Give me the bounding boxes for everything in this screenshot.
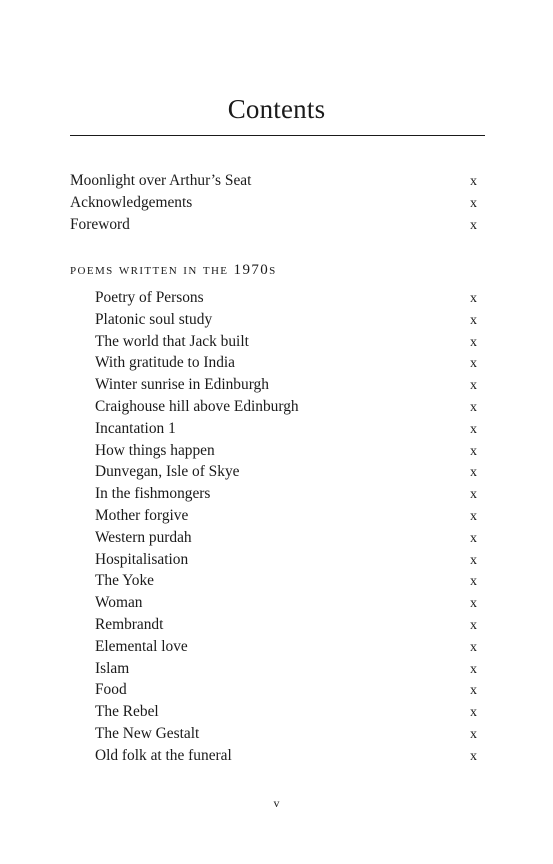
toc-entry-title: How things happen <box>95 441 215 459</box>
toc-entry-title: Islam <box>95 659 130 677</box>
toc-entry-title: Winter sunrise in Edinburgh <box>95 376 269 394</box>
toc-entry-title: With gratitude to India <box>95 354 235 372</box>
toc-entry-title: Dunvegan, Isle of Skye <box>95 463 240 481</box>
toc-entry-title: Platonic soul study <box>95 310 213 328</box>
toc-entry <box>70 418 485 440</box>
poem-list <box>70 287 485 767</box>
toc-entry <box>70 505 485 527</box>
toc-entry <box>70 614 485 636</box>
toc-entry <box>70 745 485 767</box>
toc-entry-page: x <box>470 574 477 590</box>
toc-entry <box>70 331 485 353</box>
toc-entry-page: x <box>470 465 477 481</box>
section-heading: poems written in the 1970s <box>70 262 277 278</box>
toc-entry-page: x <box>470 291 477 306</box>
toc-entry-page: x <box>470 174 477 189</box>
toc-entry <box>70 170 485 192</box>
toc-entry-page: x <box>470 508 477 524</box>
toc-entry-title: Hospitalisation <box>95 550 189 568</box>
toc-entry-page: x <box>470 443 477 459</box>
toc-entry-page: x <box>470 195 477 211</box>
toc-entry-title: Poetry of Persons <box>95 289 204 306</box>
toc-entry <box>70 592 485 614</box>
toc-entry-page: x <box>470 639 477 655</box>
toc-entry <box>70 461 485 483</box>
toc-entry-page: x <box>470 399 477 415</box>
toc-entry <box>70 483 485 505</box>
toc-entry-page: x <box>470 378 477 394</box>
toc-entry <box>70 723 485 745</box>
toc-entry-page: x <box>470 726 477 742</box>
toc-entry-title: The world that Jack built <box>95 332 249 350</box>
toc-entry <box>70 374 485 396</box>
toc-entry-page: x <box>470 421 477 437</box>
toc-entry-page: x <box>470 217 477 233</box>
toc-entry <box>70 287 485 309</box>
toc-entry-title: The Rebel <box>95 703 159 721</box>
toc-entry <box>70 549 485 571</box>
toc-entry-title: Foreword <box>70 215 130 233</box>
toc-entry-title: Mother forgive <box>95 506 189 524</box>
toc-entry <box>70 396 485 418</box>
front-matter-list <box>70 170 485 235</box>
toc-entry-page: x <box>470 661 477 677</box>
toc-entry-title: The New Gestalt <box>95 724 200 742</box>
toc-entry-page: x <box>470 356 477 372</box>
toc-entry-page: x <box>470 487 477 503</box>
toc-entry <box>70 527 485 549</box>
toc-entry-title: Western purdah <box>95 528 192 546</box>
toc-entry-title: Moonlight over Arthur’s Seat <box>70 172 252 189</box>
toc-entry-page: x <box>470 530 477 546</box>
toc-entry-title: Incantation 1 <box>95 419 176 437</box>
toc-entry <box>70 636 485 658</box>
page-title: Contents <box>227 94 326 124</box>
toc-entry-page: x <box>470 552 477 568</box>
toc-entry <box>70 701 485 723</box>
toc-entry-page: x <box>470 334 477 350</box>
toc-entry-page: x <box>470 312 477 328</box>
toc-entry <box>70 570 485 592</box>
toc-entry-title: Woman <box>95 594 143 612</box>
toc-entry <box>70 192 485 214</box>
toc-entry-title: The Yoke <box>95 572 154 590</box>
toc-entry-title: Acknowledgements <box>70 193 193 211</box>
toc-entry <box>70 309 485 331</box>
poems-section <box>70 256 485 767</box>
title-rule <box>70 135 485 136</box>
page-number: v <box>273 796 280 810</box>
toc-entry <box>70 679 485 701</box>
toc-entry-title: Food <box>95 681 127 699</box>
toc-entry <box>70 214 485 236</box>
toc-entry-page: x <box>470 596 477 612</box>
toc-entry <box>70 352 485 374</box>
toc-entry-page: x <box>470 705 477 721</box>
toc-entry <box>70 440 485 462</box>
toc-entry <box>70 658 485 680</box>
toc-entry-title: In the fishmongers <box>95 485 211 503</box>
toc-entry-page: x <box>470 683 477 699</box>
toc-entry-page: x <box>470 748 477 764</box>
toc-entry-title: Old folk at the funeral <box>95 746 232 764</box>
toc-entry-title: Rembrandt <box>95 615 164 633</box>
toc-entry-page: x <box>470 617 477 633</box>
toc-entry-title: Elemental love <box>95 637 188 655</box>
toc-entry-title: Craighouse hill above Edinburgh <box>95 397 299 415</box>
